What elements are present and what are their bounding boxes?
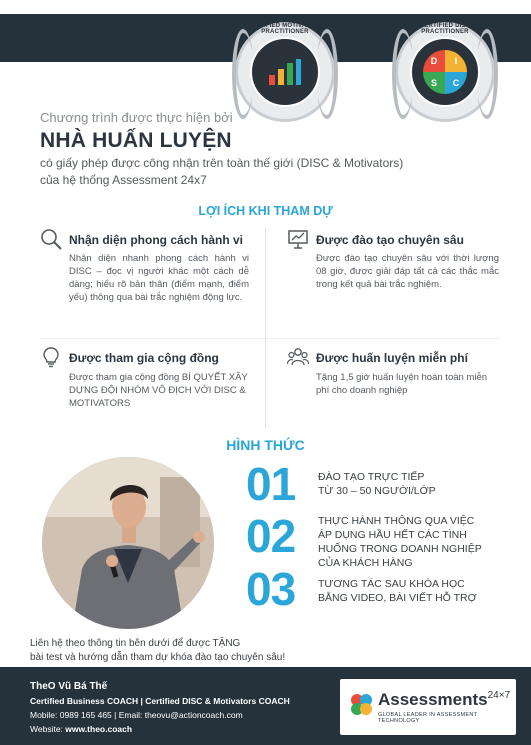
top-strip <box>0 0 531 14</box>
disc-badge <box>410 37 480 107</box>
format-number-2: 02 <box>246 510 296 562</box>
contact-note-line-2: bài test và hướng dẫn tham dự khóa đào tạo chuyên sâu! <box>30 652 286 663</box>
footer-website-line <box>30 724 132 734</box>
benefit-heading-2: Được đào tạo chuyên sâu <box>316 233 464 247</box>
contact-note-line-1: Liên hệ theo thông tin bên dưới để được TẶNG <box>30 638 241 649</box>
format-2-line-3: HUỐNG TRONG DOANH NGHIỆP <box>318 543 482 555</box>
lightbulb-icon <box>40 346 62 368</box>
contact-note <box>30 637 285 665</box>
logo-tagline: GLOBAL LEADER IN ASSESSMENT TECHNOLOGY <box>378 712 478 724</box>
magnifier-icon <box>40 228 62 250</box>
format-3-line-2: BẰNG VIDEO, BÀI VIẾT HỖ TRỢ <box>318 592 477 604</box>
website-link[interactable]: www.theo.coach <box>65 724 133 734</box>
benefits-title: LỢI ÍCH KHI THAM DỰ <box>198 204 333 218</box>
presentation-board-icon <box>287 228 309 250</box>
benefit-body-3: Được tham gia cộng đồng BÍ QUYẾT XÂY DỰNG ĐỘI NHÓM VÔ ĐỊCH VỚI DISC & MOTIVATORS <box>69 372 248 409</box>
website-label: Website: <box>30 724 63 734</box>
benefit-body-4: Tặng 1,5 giờ huấn luyện hoàn toàn miễn phí cho doanh nghiệp <box>316 372 488 396</box>
intro-line-3: có giấy phép được công nhận trên toàn thế giới (DISC & Motivators) <box>40 156 404 170</box>
format-1-line-1: ĐÀO TẠO TRỰC TIẾP <box>318 471 425 483</box>
assessments-logo <box>340 679 516 735</box>
motivators-medal <box>235 22 335 122</box>
logo-brand <box>378 690 510 710</box>
format-2-line-2: ÁP DỤNG HẦU HẾT CÁC TÌNH <box>318 529 467 541</box>
motivators-badge <box>250 37 320 107</box>
benefit-heading-1: Nhận diện phong cách hành vi <box>69 233 244 247</box>
disc-d: D <box>423 50 445 72</box>
intro-line-4: của hệ thống Assessment 24x7 <box>40 173 207 187</box>
coach-photo <box>42 457 214 629</box>
disc-i: I <box>445 50 467 72</box>
formats-title: HÌNH THỨC <box>226 437 305 453</box>
footer-contact-line <box>30 710 243 720</box>
disc-wheel-icon <box>423 50 467 94</box>
footer-credentials: Certified Business COACH | Certified DISC & Motivators COACH <box>30 696 290 706</box>
motivators-medal-text: CERTIFIED MOTIVATORS PRACTITIONER <box>246 23 324 35</box>
benefits-vertical-divider <box>265 228 266 428</box>
assessments-logo-icon <box>348 691 374 717</box>
mobile-label: Mobile: <box>30 710 58 720</box>
bar-chart-icon <box>267 57 303 87</box>
disc-s: S <box>423 72 445 94</box>
disc-medal <box>395 22 495 122</box>
format-text-1 <box>318 470 436 498</box>
email-label: | Email: <box>114 710 143 720</box>
logo-brand-text: Assessments <box>378 690 488 709</box>
group-icon <box>287 346 309 368</box>
format-2-line-1: THỰC HÀNH THÔNG QUA VIỆC <box>318 515 475 527</box>
intro-line-1: Chương trình được thực hiện bởi <box>40 110 233 125</box>
email-link[interactable]: theovu@actioncoach.com <box>144 710 243 720</box>
footer-name: TheO Vũ Bá Thế <box>30 681 108 692</box>
benefit-body-2: Được đào tạo chuyên sâu với thời lượng 08 giờ, được giải đáp tất cả các thắc mắc trong kết quả bài trắc nghiệm. <box>316 253 499 290</box>
coach-heading: NHÀ HUẤN LUYỆN <box>40 129 232 152</box>
format-3-line-1: TƯƠNG TÁC SAU KHÓA HỌC <box>318 578 465 590</box>
format-number-1: 01 <box>246 458 296 510</box>
disc-medal-text: CERTIFIED DISC PRACTITIONER <box>419 23 471 35</box>
format-text-3 <box>318 577 477 605</box>
mobile-number[interactable]: 0989 165 465 <box>59 710 112 720</box>
format-1-line-2: TỪ 30 – 50 NGƯỜI/LỚP <box>318 485 436 497</box>
format-2-line-4: CỦA KHÁCH HÀNG <box>318 557 413 569</box>
format-text-2 <box>318 514 482 570</box>
disc-c: C <box>445 72 467 94</box>
logo-suffix: 24×7 <box>487 690 511 701</box>
benefit-heading-3: Được tham gia cộng đồng <box>69 351 219 365</box>
benefit-heading-4: Được huấn luyện miễn phí <box>316 351 468 365</box>
benefit-body-1: Nhận diện nhanh phong cách hành vi DISC – đọc vị người khác một cách dễ dàng; hiểu rõ bản thân (điểm mạnh, điểm yếu) thông qua bài trắc nghiệm động lực. <box>69 253 249 303</box>
benefits-horizontal-divider <box>40 338 500 339</box>
format-number-3: 03 <box>246 563 296 615</box>
